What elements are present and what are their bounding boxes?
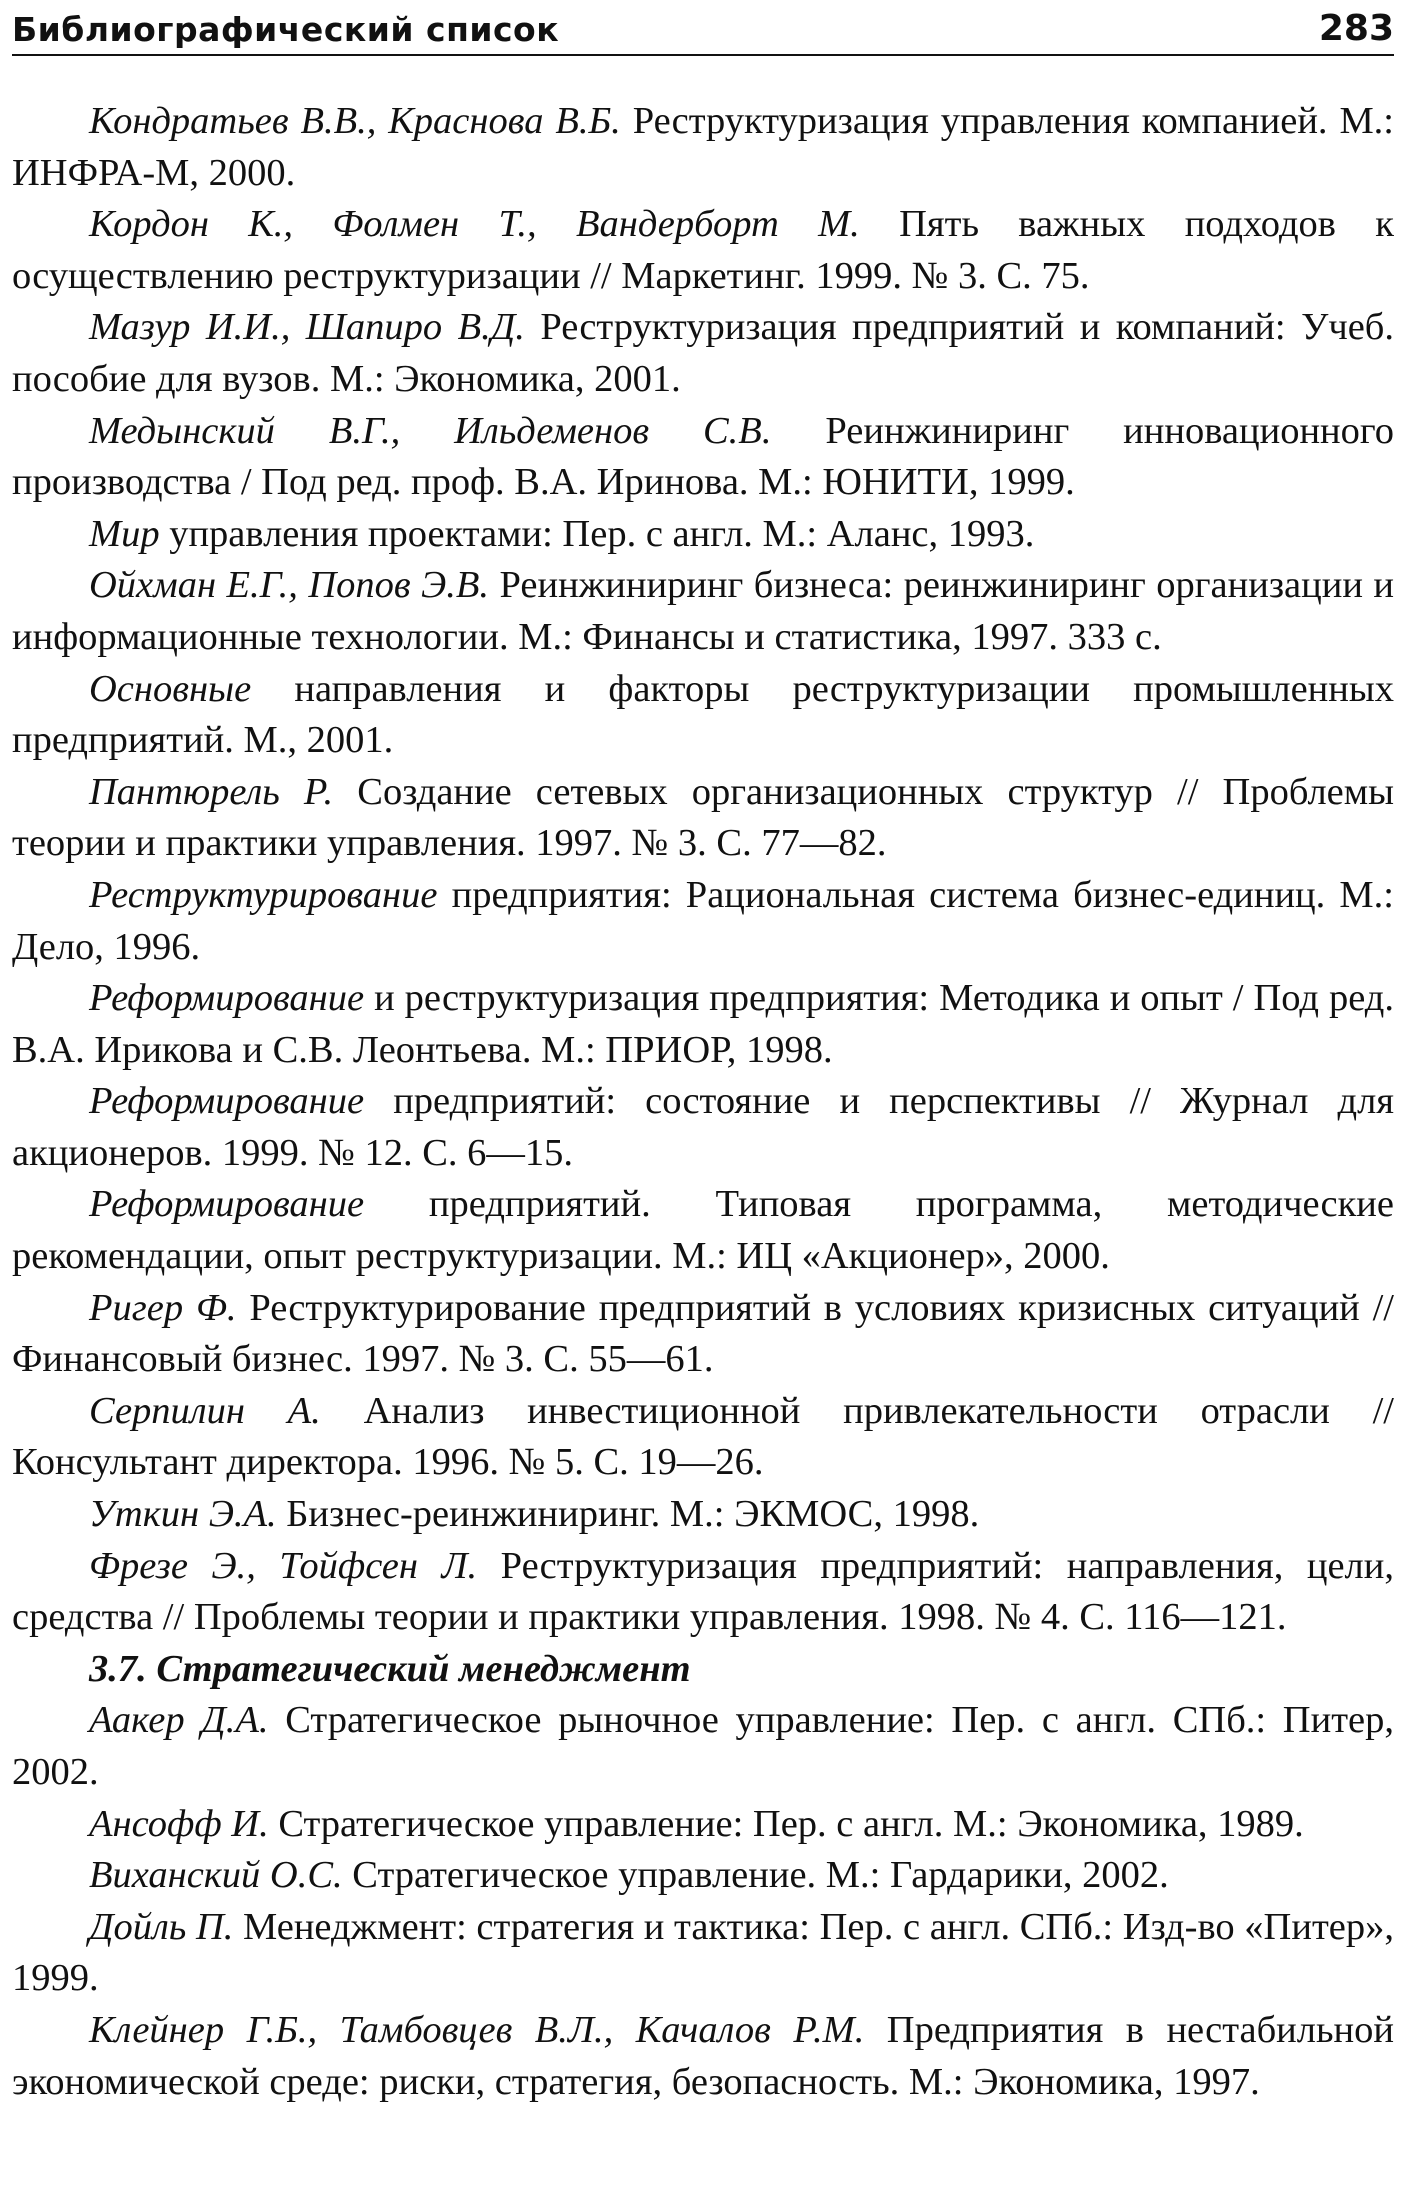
bibliography-list [12,96,1394,2108]
bibliography-entry [12,1179,1394,1282]
entry-text: Менеджмент: стратегия и тактика: Пер. с англ. СПб.: Изд-во «Питер», 1999. [12,1905,1394,2000]
entry-text: Реструктурирование предприятий в условиях кризисных ситуаций // Финансовый бизнес. 1997. № 3. С. 55—61. [12,1286,1394,1381]
bibliography-entry [12,973,1394,1076]
entry-text: Бизнес-реинжиниринг. М.: ЭКМОС, 1998. [276,1493,980,1536]
entry-text: Создание сетевых организационных структур // Проблемы теории и практики управления. 1997. № 3. С. 77—82. [12,770,1394,865]
entry-text: Стратегическое управление. М.: Гардарики, 2002. [342,1854,1169,1897]
entry-author: Пантюрель Р. [89,770,334,813]
bibliography-entry [12,1386,1394,1489]
entry-text: предприятия: Рациональная система бизнес-единиц. М.: Дело, 1996. [12,873,1394,968]
entry-text: Реинжиниринг инновационного производства / Под ред. проф. В.А. Иринова. М.: ЮНИТИ, 1999. [12,409,1394,504]
page-header [12,6,1394,56]
entry-author: Реформирование [89,1183,365,1226]
entry-author: Мазур И.И., Шапиро В.Д. [89,306,525,349]
entry-author: Ригер Ф. [89,1286,237,1329]
bibliography-entry [12,560,1394,663]
entry-author: Мир [89,512,160,555]
entries-before [12,96,1394,1644]
bibliography-entry [12,1799,1394,1851]
section-heading: 3.7. Стратегический менеджмент [89,1647,691,1690]
entry-text: предприятий: состояние и перспективы // Журнал для акционеров. 1999. № 12. С. 6—15. [12,1080,1394,1174]
entry-text: предприятий. Типовая программа, методические рекомендации, опыт реструктуризации. М.: ИЦ «Акционер», 2000. [12,1183,1394,1278]
entry-text: Пять важных подходов к осуществлению реструктуризации // Маркетинг. 1999. № 3. С. 75. [12,203,1394,297]
entry-author: Основные [89,667,252,710]
bibliography-entry [12,199,1394,302]
entry-author: Ансофф И. [89,1802,269,1845]
entry-author: Дойль П. [89,1905,234,1948]
bibliography-entry [12,1902,1394,2005]
bibliography-entry [12,1283,1394,1386]
bibliography-entry [12,2005,1394,2108]
bibliography-entry [12,870,1394,973]
entry-author: Серпилин А. [89,1389,321,1432]
entries-after [12,1695,1394,2108]
bibliography-entry [12,1076,1394,1179]
bibliography-entry [12,767,1394,870]
entry-text: Реинжиниринг бизнеса: реинжиниринг организации и информационные технологии. М.: Финансы и статистика, 1997. 333 с. [12,564,1394,658]
entry-author: Ойхман Е.Г., Попов Э.В. [89,564,490,607]
entry-author: Реформирование [89,977,365,1020]
entry-text: Стратегическое рыночное управление: Пер. с англ. СПб.: Питер, 2002. [12,1699,1394,1793]
entry-text: управления проектами: Пер. с англ. М.: Аланс, 1993. [159,512,1035,555]
entry-author: Реформирование [89,1080,365,1123]
entry-author: Фрезе Э., Тойфсен Л. [89,1544,478,1587]
bibliography-entry [12,509,1394,561]
running-title: Библиографический список [12,10,560,49]
bibliography-entry [12,1695,1394,1798]
bibliography-entry [12,96,1394,199]
entry-author: Клейнер Г.Б., Тамбовцев В.Л., Качалов Р.М. [89,2008,865,2051]
entry-text: Предприятия в нестабильной экономической среде: риски, стратегия, безопасность. М.: Экономика, 1997. [12,2008,1394,2103]
entry-text: и реструктуризация предприятия: Методика и опыт / Под ред. В.А. Ирикова и С.В. Леонтьева. М.: ПРИОР, 1998. [12,977,1394,1071]
entry-author: Кондратьев В.В., Краснова В.Б. [89,100,621,142]
entry-author: Виханский О.С. [89,1854,343,1897]
entry-author: Медынский В.Г., Ильдеменов С.В. [89,409,772,452]
entry-text: Реструктуризация предприятий: направления, цели, средства // Проблемы теории и практики управления. 1998. № 4. С. 116—121. [12,1544,1394,1639]
entry-author: Аакер Д.А. [89,1699,269,1742]
entry-text: Реструктуризация управления компанией. М.: ИНФРА-М, 2000. [12,100,1395,194]
entry-author: Кордон К., Фолмен Т., Вандерборт М. [89,203,860,246]
bibliography-entry [12,1850,1394,1902]
entry-author: Реструктурирование [89,873,438,916]
entry-text: Реструктуризация предприятий и компаний: Учеб. пособие для вузов. М.: Экономика, 2001. [12,306,1394,400]
bibliography-entry [12,664,1394,767]
bibliography-entry [12,302,1394,405]
entry-author: Уткин Э.А. [89,1493,277,1536]
entry-text: Стратегическое управление: Пер. с англ. М.: Экономика, 1989. [268,1802,1304,1845]
bibliography-entry [12,1489,1394,1541]
bibliography-entry [12,406,1394,509]
page-number: 283 [1318,8,1394,49]
entry-text: направления и факторы реструктуризации промышленных предприятий. М., 2001. [12,667,1394,762]
bibliography-entry [12,1541,1394,1644]
entry-text: Анализ инвестиционной привлекательности отрасли // Консультант директора. 1996. № 5. С. 19—26. [12,1389,1394,1484]
